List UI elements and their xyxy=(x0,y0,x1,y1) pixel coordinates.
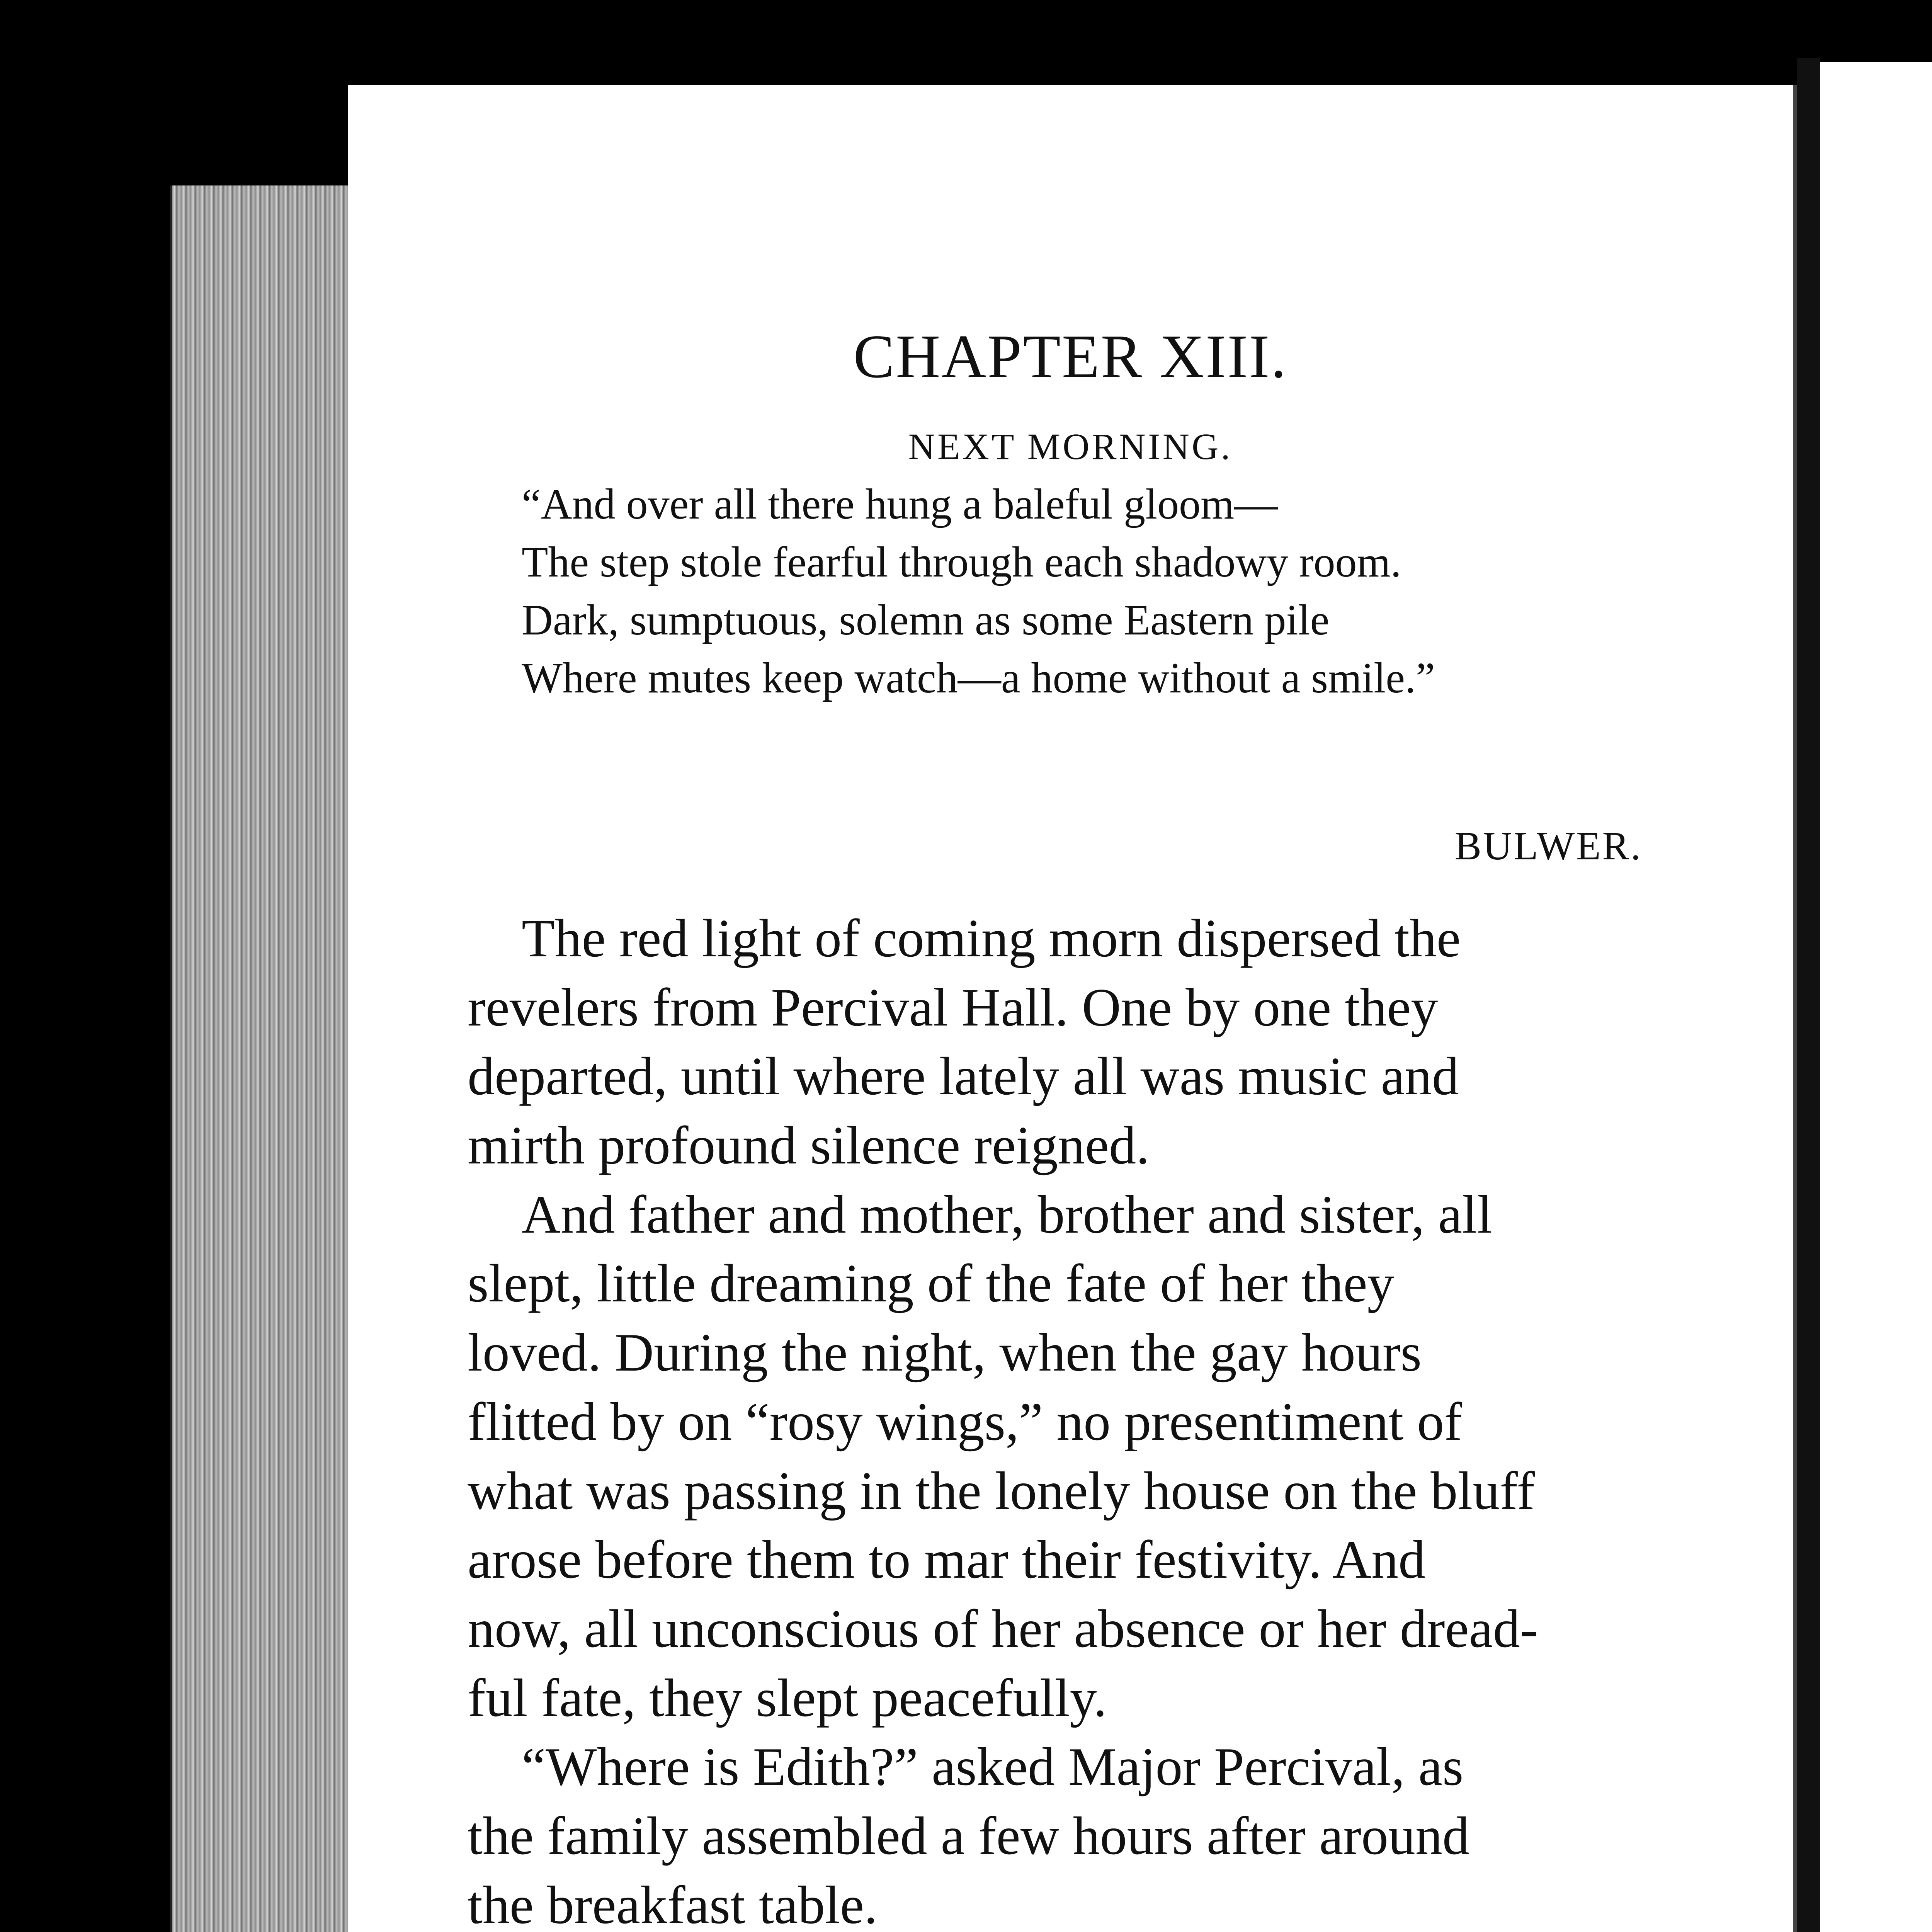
paragraph-line: departed, until where lately all was music and xyxy=(468,1046,1459,1107)
paragraph-line: The red light of coming morn dispersed the xyxy=(522,908,1461,968)
paragraph-line: arose before them to mar their festivity. And xyxy=(468,1530,1426,1590)
book-page xyxy=(348,85,1798,1932)
book-page-edges xyxy=(170,185,366,1932)
chapter-subtitle: NEXT MORNING. xyxy=(908,426,1233,467)
facing-page xyxy=(1820,62,1932,1932)
paragraph-line: flitted by on “rosy wings,” no presentiment of xyxy=(468,1391,1462,1452)
chapter-title: CHAPTER XIII. xyxy=(853,322,1287,391)
body-text xyxy=(468,904,1665,1932)
book-gutter xyxy=(1797,58,1820,1932)
paragraph-line: slept, little dreaming of the fate of her they xyxy=(468,1253,1395,1314)
paragraph-line: “Where is Edith?” asked Major Percival, as xyxy=(522,1737,1464,1797)
epigraph xyxy=(522,475,1642,707)
epigraph-line: Dark, sumptuous, solemn as some Eastern pile xyxy=(522,596,1330,644)
epigraph-line: Where mutes keep watch—a home without a smile.” xyxy=(522,654,1435,702)
epigraph-line: The step stole fearful through each shadowy room. xyxy=(522,538,1401,586)
paragraph-line: the breakfast table. xyxy=(468,1875,878,1932)
paragraph-line: revelers from Percival Hall. One by one they xyxy=(468,977,1438,1037)
paragraph-line: And father and mother, brother and sister, all xyxy=(522,1184,1492,1245)
paragraph-line: loved. During the night, when the gay hours xyxy=(468,1323,1422,1383)
paragraph-line: mirth profound silence reigned. xyxy=(468,1116,1150,1176)
paragraph-line: the family assembled a few hours after around xyxy=(468,1806,1469,1866)
paragraph-line: now, all unconscious of her absence or her dread- xyxy=(468,1599,1538,1659)
epigraph-line: “And over all there hung a baleful gloom— xyxy=(522,480,1278,528)
paragraph-line: what was passing in the lonely house on the bluff xyxy=(468,1461,1535,1521)
epigraph-author: BULWER. xyxy=(1454,824,1642,868)
paragraph-line: ful fate, they slept peacefully. xyxy=(468,1668,1107,1728)
